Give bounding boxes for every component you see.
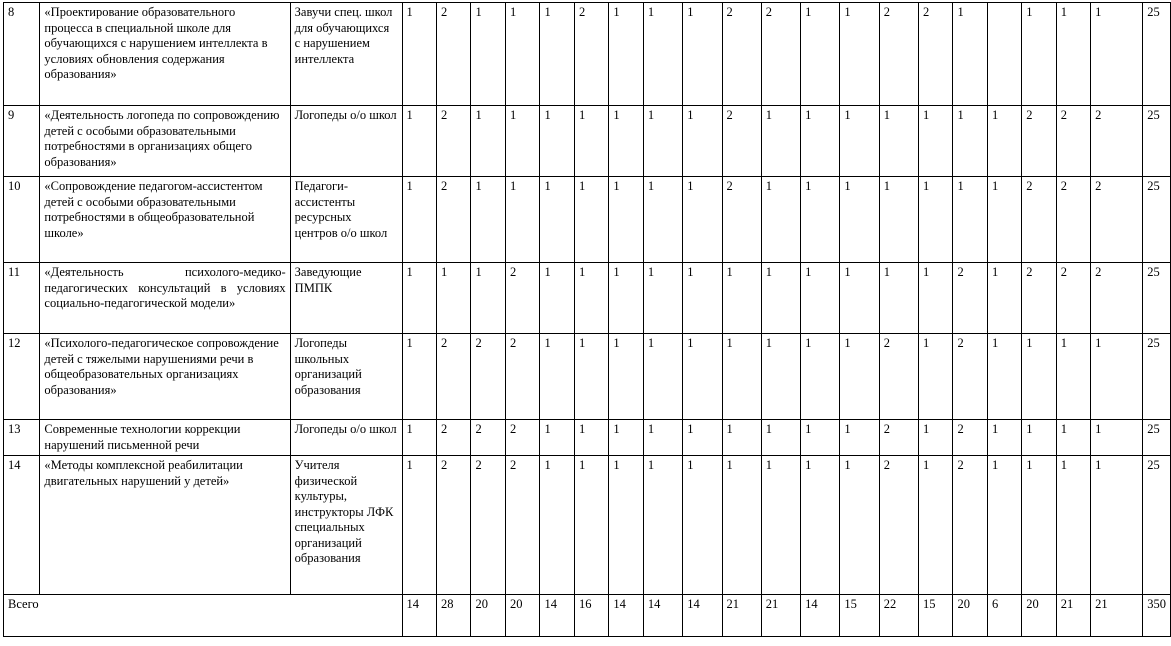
value-cell: 1 [918, 420, 952, 456]
course-title: Современные технологии коррекции нарушений письменной речи [40, 420, 290, 456]
value-cell: 1 [1091, 334, 1143, 420]
table-row [4, 456, 1171, 595]
total-value-cell: 15 [918, 595, 952, 637]
total-value-cell: 14 [683, 595, 722, 637]
course-title: «Психолого-педагогическое сопровождение детей с тяжелыми нарушениями речи в общеобразовательных организациях образования» [40, 334, 290, 420]
value-cell: 1 [1022, 456, 1056, 595]
value-cell: 1 [402, 3, 436, 106]
row-number: 8 [4, 3, 40, 106]
value-cell: 1 [1091, 456, 1143, 595]
value-cell: 1 [1056, 334, 1090, 420]
table-row [4, 106, 1171, 177]
value-cell: 1 [437, 263, 471, 334]
target-audience: Логопеды о/о школ [290, 106, 402, 177]
row-number: 11 [4, 263, 40, 334]
value-cell: 2 [879, 334, 918, 420]
value-cell: 1 [402, 177, 436, 263]
value-cell: 1 [840, 263, 879, 334]
value-cell: 2 [953, 334, 987, 420]
row-total: 25 [1143, 263, 1171, 334]
value-cell: 1 [1091, 420, 1143, 456]
value-cell: 1 [540, 456, 574, 595]
value-cell: 1 [918, 456, 952, 595]
course-title: «Методы комплексной реабилитации двигательных нарушений у детей» [40, 456, 290, 595]
total-value-cell: 22 [879, 595, 918, 637]
row-number: 10 [4, 177, 40, 263]
total-value-cell: 21 [722, 595, 761, 637]
value-cell: 2 [437, 456, 471, 595]
table-row [4, 263, 1171, 334]
value-cell: 1 [801, 263, 840, 334]
value-cell: 1 [801, 3, 840, 106]
value-cell: 1 [1056, 420, 1090, 456]
value-cell: 2 [918, 3, 952, 106]
row-number: 14 [4, 456, 40, 595]
row-total: 25 [1143, 177, 1171, 263]
value-cell: 1 [471, 263, 505, 334]
value-cell: 2 [437, 3, 471, 106]
value-cell: 1 [840, 3, 879, 106]
total-value-cell: 6 [987, 595, 1021, 637]
value-cell: 1 [574, 263, 608, 334]
total-value-cell: 14 [609, 595, 643, 637]
value-cell: 2 [471, 456, 505, 595]
value-cell: 1 [1091, 3, 1143, 106]
value-cell: 2 [574, 3, 608, 106]
course-title: «Деятельность психолого-медико-педагогических консультаций в условиях социально-педагогической модели» [40, 263, 290, 334]
value-cell: 1 [402, 334, 436, 420]
value-cell: 1 [683, 263, 722, 334]
value-cell: 1 [918, 263, 952, 334]
value-cell: 1 [574, 420, 608, 456]
value-cell: 1 [540, 106, 574, 177]
value-cell: 1 [402, 106, 436, 177]
value-cell: 1 [609, 456, 643, 595]
value-cell: 1 [505, 177, 539, 263]
value-cell: 1 [683, 106, 722, 177]
value-cell: 1 [987, 420, 1021, 456]
value-cell: 2 [722, 3, 761, 106]
value-cell: 2 [879, 3, 918, 106]
value-cell: 2 [437, 420, 471, 456]
total-value-cell: 21 [1091, 595, 1143, 637]
value-cell: 1 [801, 420, 840, 456]
value-cell: 2 [1056, 106, 1090, 177]
total-value-cell: 20 [471, 595, 505, 637]
value-cell: 2 [1022, 263, 1056, 334]
value-cell: 1 [987, 177, 1021, 263]
total-value-cell: 14 [643, 595, 682, 637]
total-value-cell: 20 [505, 595, 539, 637]
row-total: 25 [1143, 106, 1171, 177]
target-audience: Заведующие ПМПК [290, 263, 402, 334]
value-cell: 1 [609, 3, 643, 106]
total-value-cell: 20 [953, 595, 987, 637]
value-cell: 1 [683, 177, 722, 263]
course-title: «Сопровождение педагогом-ассистентом детей с особыми образовательными потребностями в общеобразовательной школе» [40, 177, 290, 263]
row-number: 9 [4, 106, 40, 177]
value-cell: 1 [1022, 3, 1056, 106]
value-cell: 1 [918, 106, 952, 177]
value-cell: 1 [840, 334, 879, 420]
total-label: Всего [4, 595, 403, 637]
value-cell: 1 [609, 420, 643, 456]
target-audience: Завучи спец. школ для обучающихся с нарушением интеллекта [290, 3, 402, 106]
value-cell: 1 [540, 334, 574, 420]
value-cell: 2 [437, 334, 471, 420]
value-cell: 1 [1056, 456, 1090, 595]
value-cell: 2 [953, 456, 987, 595]
value-cell: 1 [722, 456, 761, 595]
total-value-cell: 14 [801, 595, 840, 637]
row-total: 25 [1143, 3, 1171, 106]
value-cell: 2 [722, 177, 761, 263]
value-cell: 1 [540, 3, 574, 106]
value-cell: 1 [683, 334, 722, 420]
value-cell: 1 [471, 3, 505, 106]
value-cell [987, 3, 1021, 106]
course-title: «Проектирование образовательного процесса в специальной школе для обучающихся с нарушением интеллекта в условиях обновления содержания образования» [40, 3, 290, 106]
value-cell: 1 [574, 106, 608, 177]
value-cell: 1 [1056, 3, 1090, 106]
value-cell: 1 [879, 177, 918, 263]
row-number: 12 [4, 334, 40, 420]
value-cell: 2 [761, 3, 800, 106]
value-cell: 1 [471, 106, 505, 177]
value-cell: 2 [1022, 177, 1056, 263]
value-cell: 1 [471, 177, 505, 263]
value-cell: 1 [609, 106, 643, 177]
value-cell: 1 [683, 456, 722, 595]
value-cell: 1 [879, 106, 918, 177]
value-cell: 1 [402, 420, 436, 456]
value-cell: 2 [879, 456, 918, 595]
total-value-cell: 14 [402, 595, 436, 637]
value-cell: 1 [1022, 420, 1056, 456]
value-cell: 1 [840, 456, 879, 595]
value-cell: 1 [402, 456, 436, 595]
value-cell: 1 [801, 106, 840, 177]
value-cell: 1 [761, 263, 800, 334]
value-cell: 1 [722, 420, 761, 456]
value-cell: 1 [1022, 334, 1056, 420]
row-total: 25 [1143, 334, 1171, 420]
value-cell: 1 [540, 177, 574, 263]
value-cell: 1 [801, 334, 840, 420]
total-value-cell: 14 [540, 595, 574, 637]
table-body [4, 3, 1171, 637]
value-cell: 1 [761, 106, 800, 177]
value-cell: 1 [840, 106, 879, 177]
value-cell: 1 [402, 263, 436, 334]
course-plan-table [3, 2, 1171, 637]
value-cell: 1 [609, 263, 643, 334]
row-total: 25 [1143, 456, 1171, 595]
value-cell: 2 [505, 334, 539, 420]
value-cell: 1 [953, 177, 987, 263]
value-cell: 1 [801, 456, 840, 595]
table-row [4, 177, 1171, 263]
value-cell: 2 [953, 263, 987, 334]
value-cell: 1 [879, 263, 918, 334]
value-cell: 1 [683, 420, 722, 456]
total-value-cell: 21 [1056, 595, 1090, 637]
value-cell: 1 [574, 334, 608, 420]
value-cell: 1 [987, 334, 1021, 420]
value-cell: 1 [574, 456, 608, 595]
value-cell: 1 [761, 456, 800, 595]
value-cell: 1 [540, 420, 574, 456]
table-row [4, 420, 1171, 456]
value-cell: 1 [643, 3, 682, 106]
value-cell: 2 [505, 420, 539, 456]
target-audience: Учителя физической культуры, инструкторы ЛФК специальных организаций образования [290, 456, 402, 595]
value-cell: 2 [1056, 177, 1090, 263]
total-row [4, 595, 1171, 637]
total-value-cell: 16 [574, 595, 608, 637]
value-cell: 2 [1022, 106, 1056, 177]
value-cell: 1 [953, 3, 987, 106]
value-cell: 1 [840, 420, 879, 456]
value-cell: 2 [879, 420, 918, 456]
value-cell: 1 [574, 177, 608, 263]
value-cell: 2 [1056, 263, 1090, 334]
course-title: «Деятельность логопеда по сопровождению детей с особыми образовательными потребностями в организациях общего образования» [40, 106, 290, 177]
value-cell: 1 [987, 456, 1021, 595]
target-audience: Логопеды о/о школ [290, 420, 402, 456]
total-value-cell: 15 [840, 595, 879, 637]
value-cell: 1 [643, 106, 682, 177]
value-cell: 1 [643, 177, 682, 263]
value-cell: 1 [918, 334, 952, 420]
value-cell: 2 [1091, 106, 1143, 177]
total-value-cell: 28 [437, 595, 471, 637]
value-cell: 1 [801, 177, 840, 263]
value-cell: 1 [761, 420, 800, 456]
value-cell: 2 [471, 334, 505, 420]
value-cell: 1 [918, 177, 952, 263]
value-cell: 2 [505, 263, 539, 334]
value-cell: 1 [540, 263, 574, 334]
value-cell: 1 [722, 334, 761, 420]
grand-total: 350 [1143, 595, 1171, 637]
value-cell: 1 [987, 106, 1021, 177]
value-cell: 1 [722, 263, 761, 334]
total-value-cell: 20 [1022, 595, 1056, 637]
value-cell: 2 [722, 106, 761, 177]
target-audience: Логопеды школьных организаций образования [290, 334, 402, 420]
value-cell: 1 [761, 334, 800, 420]
value-cell: 1 [987, 263, 1021, 334]
value-cell: 1 [683, 3, 722, 106]
value-cell: 2 [471, 420, 505, 456]
value-cell: 1 [840, 177, 879, 263]
table-row [4, 3, 1171, 106]
value-cell: 1 [643, 456, 682, 595]
row-total: 25 [1143, 420, 1171, 456]
total-value-cell: 21 [761, 595, 800, 637]
value-cell: 1 [609, 334, 643, 420]
value-cell: 2 [505, 456, 539, 595]
value-cell: 1 [761, 177, 800, 263]
value-cell: 2 [437, 106, 471, 177]
value-cell: 1 [505, 106, 539, 177]
row-number: 13 [4, 420, 40, 456]
target-audience: Педагоги-ассистенты ресурсных центров о/о школ [290, 177, 402, 263]
value-cell: 2 [953, 420, 987, 456]
value-cell: 1 [609, 177, 643, 263]
value-cell: 1 [505, 3, 539, 106]
value-cell: 1 [953, 106, 987, 177]
value-cell: 2 [1091, 177, 1143, 263]
table-row [4, 334, 1171, 420]
value-cell: 2 [1091, 263, 1143, 334]
value-cell: 1 [643, 263, 682, 334]
value-cell: 2 [437, 177, 471, 263]
value-cell: 1 [643, 334, 682, 420]
value-cell: 1 [643, 420, 682, 456]
